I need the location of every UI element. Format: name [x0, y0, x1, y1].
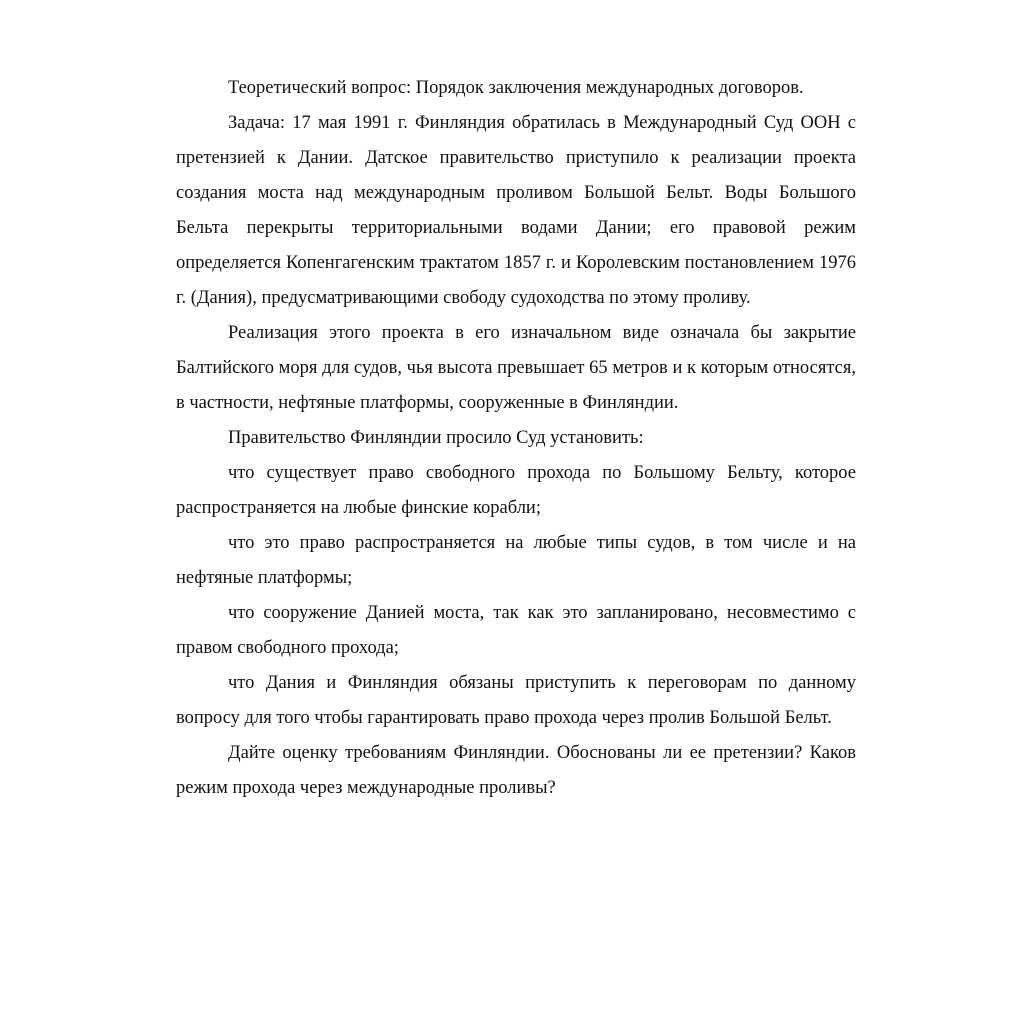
paragraph-claim-free-passage: что существует право свободного прохода по Большому Бельту, которое распространяется на любые финские корабли;	[176, 463, 856, 518]
document-page	[176, 71, 856, 806]
paragraph-assignment-questions: Дайте оценку требованиям Финляндии. Обоснованы ли ее претензии? Каков режим прохода через международные проливы?	[176, 743, 856, 798]
paragraph-request-intro: Правительство Финляндии просило Суд установить:	[228, 428, 644, 448]
paragraph-task: Задача: 17 мая 1991 г. Финляндия обратилась в Международный Суд ООН с претензией к Дании. Датское правительство приступило к реализации проекта создания моста над международным проливом Большой Бельт. Воды Большого Бельта перекрыты территориальными водами Дании; его правовой режим определяется Копенгагенским трактатом 1857 г. и Королевским постановлением 1976 г. (Дания), предусматривающими свободу судоходства по этому проливу.	[176, 113, 856, 308]
paragraph-claim-bridge: что сооружение Данией моста, так как это запланировано, несовместимо с правом свободного прохода;	[176, 603, 856, 658]
paragraph-claim-vessel-types: что это право распространяется на любые типы судов, в том числе и на нефтяные платформы;	[176, 533, 856, 588]
paragraph-theoretical-question: Теоретический вопрос: Порядок заключения международных договоров.	[228, 78, 804, 98]
paragraph-project-consequences: Реализация этого проекта в его изначальном виде означала бы закрытие Балтийского моря для судов, чья высота превышает 65 метров и к которым относятся, в частности, нефтяные платформы, сооруженные в Финляндии.	[176, 323, 856, 413]
paragraph-claim-negotiations: что Дания и Финляндия обязаны приступить к переговорам по данному вопросу для того чтобы гарантировать право прохода через пролив Большой Бельт.	[176, 673, 856, 728]
